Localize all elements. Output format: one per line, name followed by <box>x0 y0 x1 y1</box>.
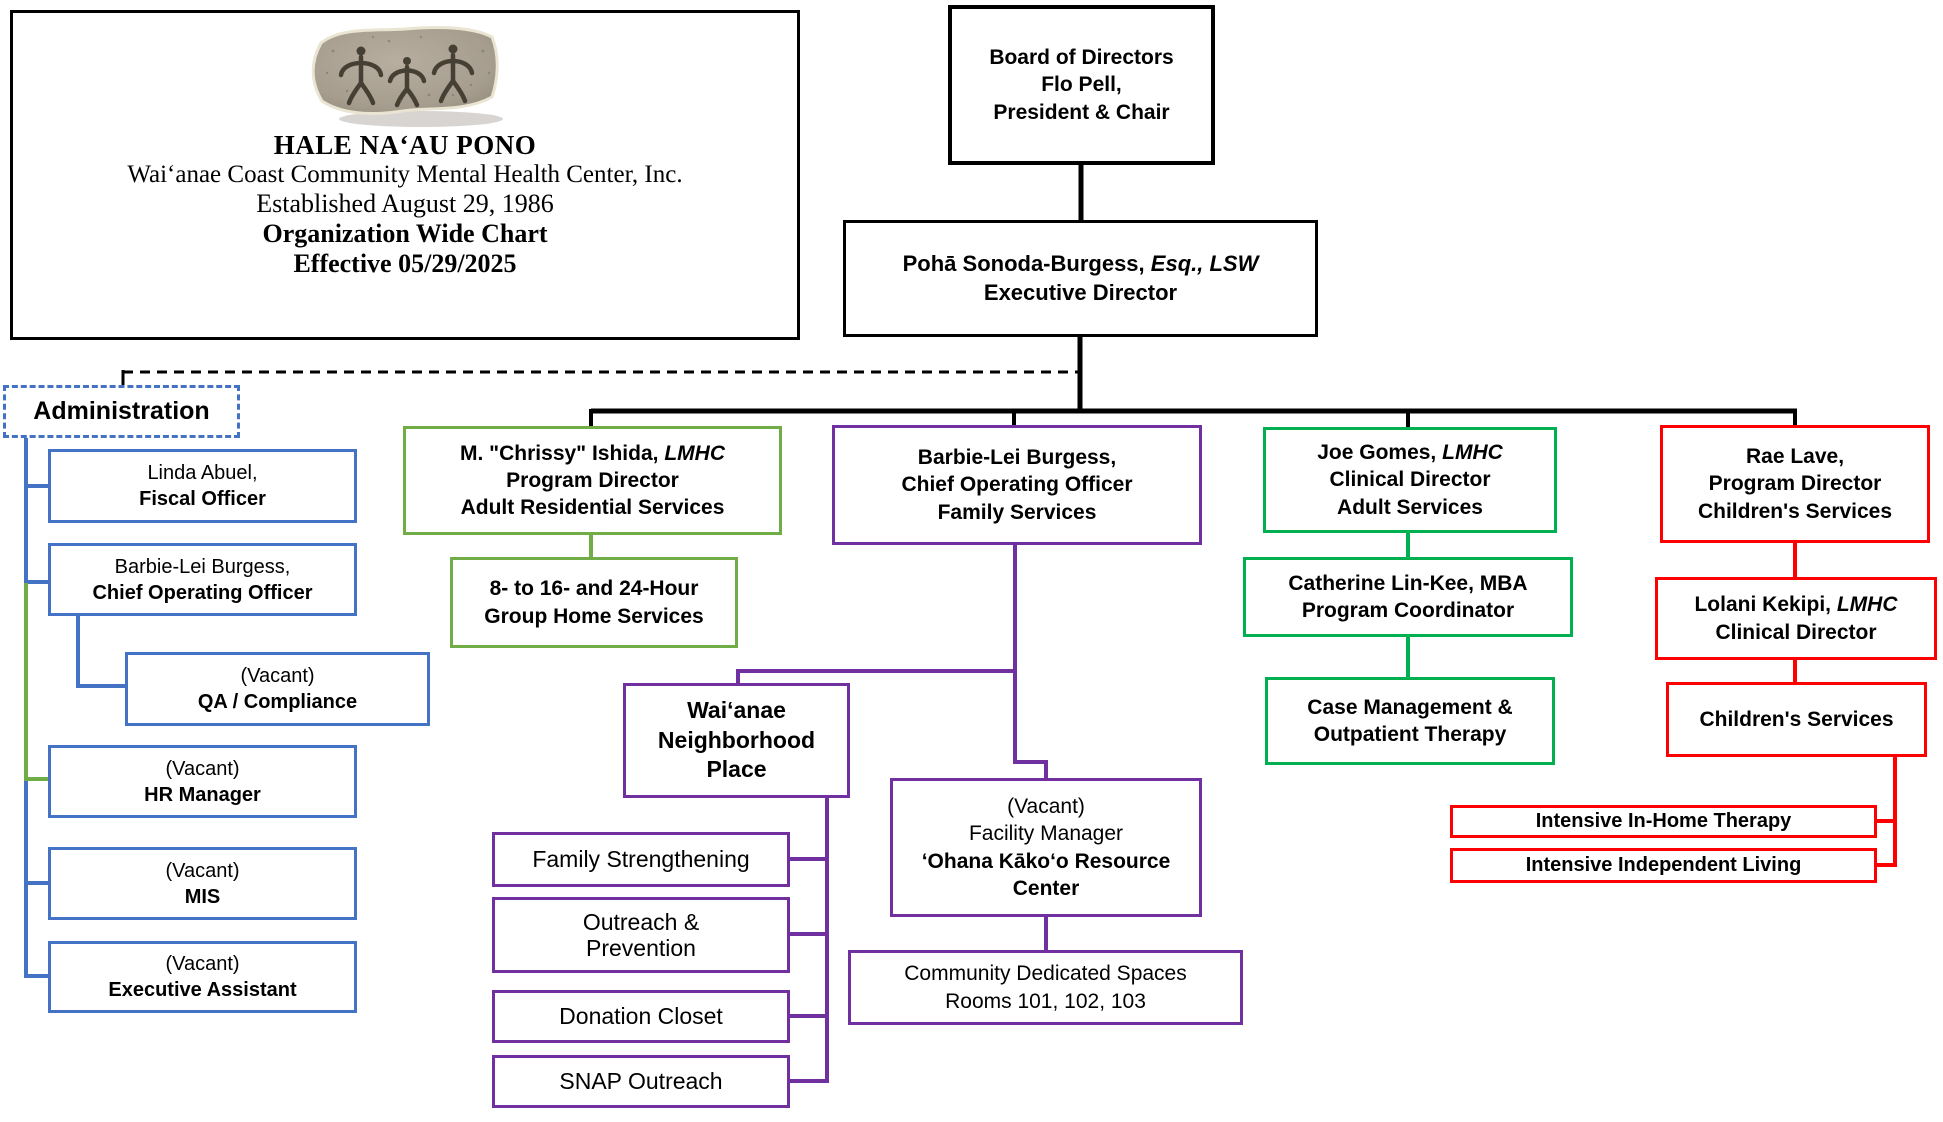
executive-assistant-box <box>48 941 357 1013</box>
credential: LMHC <box>1442 441 1503 465</box>
role-title: Program Director <box>1708 472 1882 496</box>
community-dedicated-spaces-box <box>848 950 1243 1025</box>
role-title: QA / Compliance <box>197 691 358 713</box>
program-name-line: Prevention <box>586 935 696 961</box>
board-person: Flo Pell, <box>1041 73 1122 97</box>
executive-name-line <box>903 250 1259 279</box>
executive-title: Executive Director <box>983 279 1178 305</box>
service-name: Intensive In-Home Therapy <box>1535 810 1792 832</box>
waianae-neighborhood-place-box <box>623 683 850 798</box>
program-name-line: Neighborhood <box>657 726 816 753</box>
person-name: Linda Abuel, <box>147 462 258 484</box>
credential: LMHC <box>1836 593 1898 617</box>
person-name: Catherine Lin-Kee, MBA <box>1288 571 1528 595</box>
established-date: Established August 29, 1986 <box>256 189 554 218</box>
role-title: Facility Manager <box>968 822 1124 846</box>
room-numbers: Rooms 101, 102, 103 <box>945 989 1146 1013</box>
person-name: Rae Lave, <box>1745 445 1845 469</box>
vacancy-status: (Vacant) <box>165 859 240 882</box>
service-line: Outpatient Therapy <box>1313 723 1507 746</box>
service-line: Case Management & <box>1307 695 1513 719</box>
facility-manager-box <box>890 778 1202 917</box>
vacancy-status: (Vacant) <box>240 665 315 687</box>
children-services-box <box>1666 682 1927 757</box>
program-name: Donation Closet <box>559 1002 723 1029</box>
board-title: Board of Directors <box>989 46 1174 70</box>
role-title: Clinical Director <box>1329 468 1491 492</box>
department-name: Family Services <box>937 500 1097 524</box>
group-home-services-box <box>450 557 738 648</box>
service-line: Group Home Services <box>484 604 704 628</box>
donation-closet-box <box>492 990 790 1043</box>
person-name: M. "Chrissy" Ishida, <box>460 441 659 465</box>
org-name: HALE NA‘AU PONO <box>273 130 537 160</box>
vacancy-status: (Vacant) <box>165 953 240 975</box>
role-title: MIS <box>184 885 221 908</box>
intensive-independent-living-box <box>1450 848 1877 883</box>
role-title: Chief Operating Officer <box>901 473 1133 497</box>
hr-manager-box <box>48 745 357 818</box>
vacancy-status: (Vacant) <box>1007 794 1085 818</box>
administration-label-box <box>3 385 240 438</box>
service-name: Children's Services <box>1699 707 1894 731</box>
executive-credential: Esq., LSW <box>1150 250 1259 276</box>
facility-name: ‘Ohana Kāko‘o Resource Center <box>921 849 1171 900</box>
person-name-line <box>460 440 725 467</box>
family-strengthening-box <box>492 832 790 887</box>
program-name-line: Outreach & <box>582 908 700 935</box>
role-title: Executive Assistant <box>108 979 297 1001</box>
program-name-line: Place <box>706 756 767 783</box>
effective-date: Effective 05/29/2025 <box>293 249 517 278</box>
board-role: President & Chair <box>993 100 1170 124</box>
executive-name: Pohā Sonoda-Burgess, <box>902 250 1145 276</box>
petroglyph-logo <box>303 21 507 128</box>
administration-label: Administration <box>33 397 210 426</box>
credential: LMHC <box>664 441 725 465</box>
fiscal-officer-box <box>48 449 357 523</box>
role-title: Chief Operating Officer <box>92 581 313 604</box>
snap-outreach-box <box>492 1055 790 1108</box>
chart-title: Organization Wide Chart <box>262 219 548 248</box>
person-name: Barbie-Lei Burgess, <box>917 446 1117 470</box>
intensive-in-home-therapy-box <box>1450 805 1877 838</box>
qa-compliance-box <box>125 652 430 726</box>
person-name: Lolani Kekipi, <box>1694 593 1832 617</box>
board-of-directors-box <box>948 5 1215 165</box>
executive-director-box <box>843 220 1318 337</box>
department-name: Children's Services <box>1697 499 1893 523</box>
service-line: 8- to 16- and 24-Hour <box>489 577 699 601</box>
program-name-line: Wai‘anae <box>687 696 786 723</box>
adult-residential-director-box <box>403 426 782 535</box>
program-name: Family Strengthening <box>532 845 750 872</box>
service-name: Intensive Independent Living <box>1525 854 1802 876</box>
adult-services-clinical-director-box <box>1263 427 1557 533</box>
children-services-clinical-director-box <box>1655 577 1937 660</box>
role-title: Program Coordinator <box>1301 599 1515 622</box>
header-card <box>10 10 800 340</box>
program-name: SNAP Outreach <box>559 1067 723 1094</box>
department-name: Adult Services <box>1337 495 1483 519</box>
role-title: Fiscal Officer <box>139 488 266 510</box>
program-coordinator-box <box>1243 557 1573 637</box>
person-name-line <box>1317 439 1503 466</box>
family-services-coo-box <box>832 425 1202 545</box>
space-description: Community Dedicated Spaces <box>904 962 1187 986</box>
person-name: Joe Gomes, <box>1317 441 1437 465</box>
person-name-line <box>1694 591 1897 618</box>
mis-box <box>48 847 357 920</box>
role-title: Clinical Director <box>1715 620 1877 644</box>
role-title: Program Director <box>506 468 679 492</box>
role-title: HR Manager <box>144 783 261 806</box>
vacancy-status: (Vacant) <box>165 757 240 780</box>
outreach-prevention-box <box>492 897 790 973</box>
case-management-box <box>1265 677 1555 765</box>
chief-operating-officer-box <box>48 543 357 616</box>
person-name: Barbie-Lei Burgess, <box>114 555 291 578</box>
department-name: Adult Residential Services <box>460 496 725 520</box>
org-subtitle: Wai‘anae Coast Community Mental Health Center, Inc. <box>127 161 683 188</box>
children-services-director-box <box>1660 425 1930 543</box>
